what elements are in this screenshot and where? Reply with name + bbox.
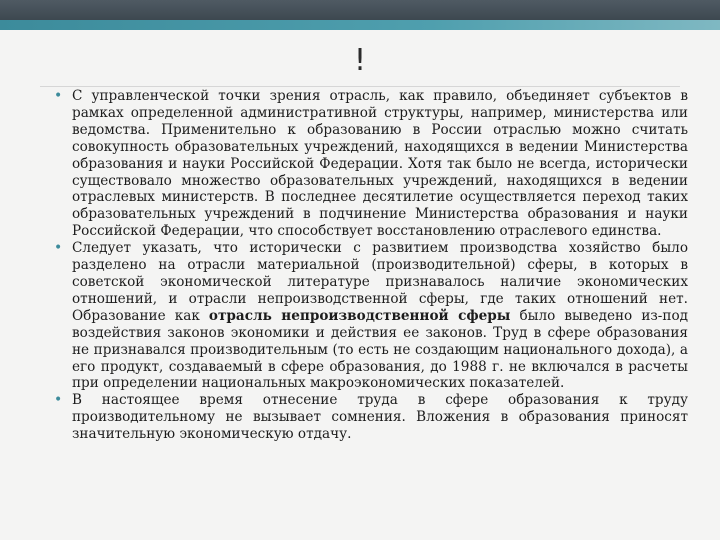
slide-title: !: [353, 43, 367, 78]
bullet-item: [24, 240, 688, 392]
title-divider: [40, 86, 680, 87]
bullet-text: С управленческой точки зрения отрасль, как правило, объединяет субъектов в рамках определенной административной структуры, например, министерства или ведомства. Применительно к образованию в России отраслью можно считать совокупность образовательных учреждений, находящихся в ведении Министерства образования и науки Российской Федерации. Хотя так было не всегда, исторически существовало множество образовательных учреждений, находящихся в ведении отраслевых министерств. В последнее десятилетие осуществляется переход таких образовательных учреждений в подчинение Министерства образования и науки Российской Федерации, что способствует восстановлению отраслевого единства.: [72, 88, 688, 240]
bullet-text: В настоящее время отнесение труда в сфере образования к труду производительному не вызывает сомнения. Вложения в образования приносят значительную экономическую отдачу.: [72, 392, 688, 443]
bullet-dot-icon: •: [54, 392, 63, 409]
bullet-item: [24, 88, 688, 240]
top-bar: [0, 0, 720, 20]
bullet-list: [24, 88, 688, 443]
bullet-text-bold: отрасль непроизводственной сферы: [208, 307, 511, 324]
bullet-text-before: Следует указать, что исторически с развитием производства хозяйство было разделено на отрасли материальной (производительной) сферы, в которых в советской экономической литературе признавалось наличие экономических отношений, и отрасли непроизводственной сферы, где таких отношений нет. Образование как: [72, 240, 688, 324]
bullet-dot-icon: •: [54, 240, 63, 257]
bullet-item: [24, 392, 688, 443]
bullet-text-after: было выведено из-под воздействия законов экономики и действия ее законов. Труд в сфере образования не признавался производительным (то есть не создающим национального дохода), а его продукт, создаваемый в сфере образования, до 1988 г. не включался в расчеты при определении национальных макроэкономических показателей.: [72, 307, 688, 392]
accent-stripe: [0, 20, 720, 30]
bullet-dot-icon: •: [54, 88, 63, 104]
